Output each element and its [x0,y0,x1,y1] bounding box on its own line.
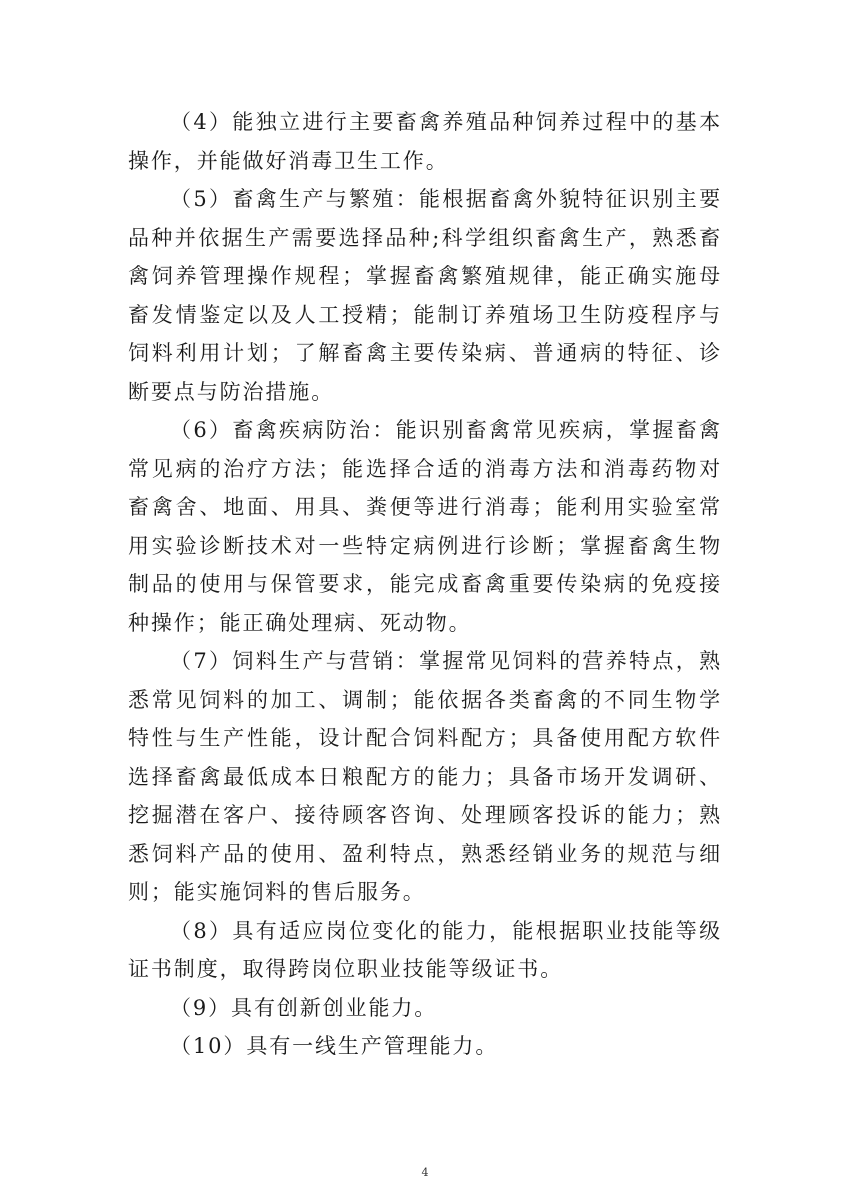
page-number: 4 [421,1166,429,1179]
paragraph-item-4: （4）能独立进行主要畜禽养殖品种饲养过程中的基本操作，并能做好消毒卫生工作。 [128,110,722,173]
paragraph-item-9: （9）具有创新创业能力。 [170,995,438,1020]
paragraph-item-7: （7）饲料生产与营销：掌握常见饲料的营养特点，熟悉常见饲料的加工、调制；能依据各类畜禽的不同生物学特性与生产性能，设计配合饲料配方；具备使用配方软件选择畜禽最低成本日粮配方的能力；具备市场开发调研、挖掘潜在客户、接待顾客咨询、处理顾客投诉的能力；熟悉饲料产品的使用、盈利特点，熟悉经销业务的规范与细则；能实施饲料的售后服务。 [128,649,722,904]
body-text [128,103,722,1066]
paragraph-item-6: （6）畜禽疾病防治：能识别畜禽常见疾病，掌握畜禽常见病的治疗方法；能选择合适的消毒方法和消毒药物对畜禽舍、地面、用具、粪便等进行消毒；能利用实验室常用实验诊断技术对一些特定病例进行诊断；掌握畜禽生物制品的使用与保管要求，能完成畜禽重要传染病的免疫接种操作；能正确处理病、死动物。 [128,418,722,635]
paragraph-item-5: （5）畜禽生产与繁殖：能根据畜禽外貌特征识别主要品种并依据生产需要选择品种;科学组织畜禽生产，熟悉畜禽饲养管理操作规程；掌握畜禽繁殖规律，能正确实施母畜发情鉴定以及人工授精；能制订养殖场卫生防疫程序与饲料利用计划；了解畜禽主要传染病、普通病的特征、诊断要点与防治措施。 [128,187,722,404]
paragraph-item-10: （10）具有一线生产管理能力。 [170,1034,499,1058]
paragraph-item-8: （8）具有适应岗位变化的能力，能根据职业技能等级证书制度，取得跨岗位职业技能等级证书。 [128,918,722,981]
